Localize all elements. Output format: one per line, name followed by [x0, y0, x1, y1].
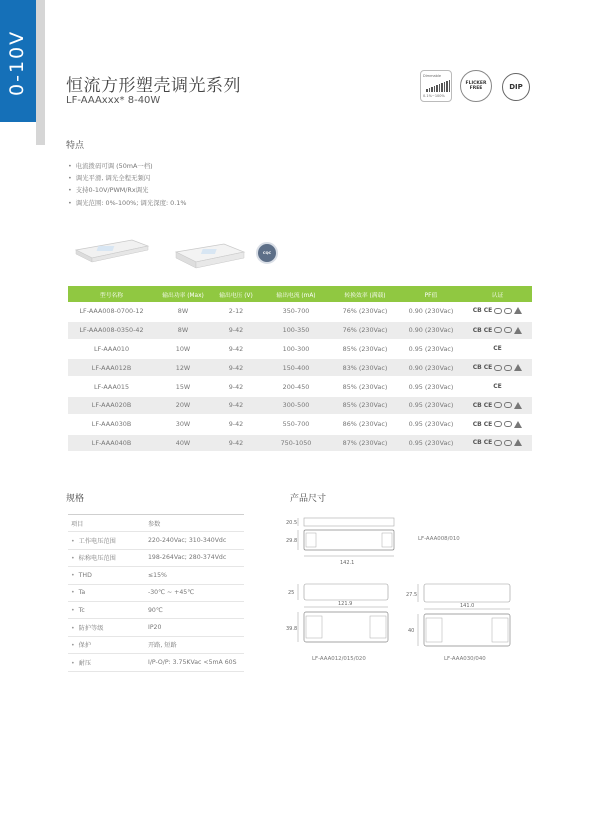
- flicker-free-line1: FLICKER: [465, 81, 487, 86]
- safety-mark-icon: [504, 308, 512, 314]
- cell-current: 100-300: [261, 340, 331, 359]
- cb-cert-icon: CB: [472, 420, 482, 428]
- cell-current: 150-400: [261, 358, 331, 377]
- safety-mark-icon: [504, 327, 512, 333]
- specs-header-value: 参数: [148, 515, 244, 532]
- cell-certs: [463, 434, 532, 453]
- page-subtitle: LF-AAAxxx* 8-40W: [66, 95, 161, 106]
- cell-current: 750-1050: [261, 434, 331, 453]
- cert-icons: [463, 421, 532, 428]
- feature-item: • 支持0-10V/PWM/Rx调光: [68, 184, 186, 196]
- cb-cert-icon: CB: [472, 401, 482, 409]
- cqc-cert-label: CQC: [262, 251, 272, 255]
- cell-power: 30W: [155, 415, 211, 434]
- dimension-caption: LF-AAA008/010: [418, 536, 460, 542]
- flicker-free-line2: FREE: [469, 86, 483, 91]
- cell-power: 8W: [155, 302, 211, 321]
- table-row: [68, 377, 532, 396]
- cell-voltage: 9-42: [211, 434, 261, 453]
- side-strip: [36, 0, 45, 145]
- table-row: [68, 584, 244, 601]
- specs-heading: 规格: [66, 494, 85, 504]
- feature-item: • 电流拨码可调 (50mA一档): [68, 160, 186, 172]
- ce-cert-icon: CE: [493, 383, 502, 391]
- cell-voltage: 9-42: [211, 358, 261, 377]
- table-row: [68, 415, 532, 434]
- dim-height-008: 20.5: [286, 520, 298, 526]
- cell-certs: [463, 415, 532, 434]
- cell-model: LF-AAA012B: [68, 358, 155, 377]
- table-row: [68, 619, 244, 636]
- drawing-012-015-020: [286, 584, 388, 642]
- table-row: [68, 396, 532, 415]
- spec-value: I/P-O/P: 3.75KVac <5mA 60S: [148, 654, 244, 671]
- ce-cert-icon: CE: [483, 420, 493, 428]
- column-header: 输出电压 (V): [211, 286, 261, 302]
- model-table: [68, 286, 532, 453]
- triangle-mark-icon: [514, 307, 522, 314]
- cell-power: 12W: [155, 358, 211, 377]
- dim-depth-030: 40: [408, 628, 415, 634]
- cell-voltage: 9-42: [211, 377, 261, 396]
- dimming-bars-icon: [426, 80, 450, 92]
- cell-model: LF-AAA030B: [68, 415, 155, 434]
- dimension-drawings: [282, 508, 522, 668]
- cell-pf: 0.95 (230Vac): [399, 340, 463, 359]
- cell-model: LF-AAA008-0700-12: [68, 302, 155, 321]
- spec-key: • 工作电压范围: [68, 532, 148, 549]
- column-header: 型号名称: [68, 286, 155, 302]
- cert-icons: [463, 402, 532, 409]
- specs-header-row: [68, 515, 244, 532]
- table-row: [68, 654, 244, 671]
- dim-height-012: 25: [288, 590, 295, 596]
- cell-current: 200-450: [261, 377, 331, 396]
- cert-icons: [463, 307, 532, 314]
- cell-model: LF-AAA015: [68, 377, 155, 396]
- dimension-caption: LF-AAA030/040: [444, 656, 486, 662]
- table-row: [68, 636, 244, 653]
- ce-cert-icon: CE: [483, 307, 493, 315]
- side-tab-label: 0-10V: [6, 29, 28, 96]
- ce-cert-icon: CE: [483, 364, 493, 372]
- cell-certs: [463, 396, 532, 415]
- cb-cert-icon: CB: [472, 364, 482, 372]
- safety-mark-icon: [504, 365, 512, 371]
- spec-key: • Tc: [68, 601, 148, 618]
- specs-table: [68, 514, 244, 672]
- driver-product-image-small: [72, 236, 150, 264]
- cell-current: 350-700: [261, 302, 331, 321]
- cb-cert-icon: CB: [472, 439, 482, 447]
- cell-efficiency: 86% (230Vac): [331, 415, 399, 434]
- cert-icons: [463, 364, 532, 371]
- table-row: [68, 567, 244, 584]
- cell-efficiency: 85% (230Vac): [331, 396, 399, 415]
- ce-cert-icon: CE: [483, 326, 493, 334]
- spec-key: • 耐压: [68, 654, 148, 671]
- cell-voltage: 9-42: [211, 415, 261, 434]
- column-header: 输出功率 (Max): [155, 286, 211, 302]
- cell-certs: [463, 321, 532, 340]
- model-table-body: [68, 302, 532, 452]
- safety-mark-icon: [504, 421, 512, 427]
- cell-voltage: 9-42: [211, 321, 261, 340]
- spec-value: 90℃: [148, 601, 244, 618]
- feature-item: • 调光范围: 0%-100%; 调光深度: 0.1%: [68, 197, 186, 209]
- column-header: 转换效率 (满载): [331, 286, 399, 302]
- triangle-mark-icon: [514, 439, 522, 446]
- table-row: [68, 358, 532, 377]
- cell-certs: [463, 377, 532, 396]
- spec-value: 220-240Vac; 310-340Vdc: [148, 532, 244, 549]
- cert-icons: [463, 345, 532, 352]
- column-header: PF值: [399, 286, 463, 302]
- table-row: [68, 302, 532, 321]
- cell-power: 10W: [155, 340, 211, 359]
- cell-pf: 0.95 (230Vac): [399, 377, 463, 396]
- table-row: [68, 321, 532, 340]
- spec-value: ≤15%: [148, 567, 244, 584]
- driver-product-image-large: [172, 240, 246, 270]
- spec-value: 开路, 短路: [148, 636, 244, 653]
- feature-item: • 调光平滑, 调光全程无频闪: [68, 172, 186, 184]
- cert-icons: [463, 327, 532, 334]
- cell-efficiency: 76% (230Vac): [331, 321, 399, 340]
- column-header: 认证: [463, 286, 532, 302]
- cell-current: 100-350: [261, 321, 331, 340]
- cert-icons: [463, 383, 532, 390]
- spec-key: • THD: [68, 567, 148, 584]
- cell-model: LF-AAA008-0350-42: [68, 321, 155, 340]
- cell-current: 300-500: [261, 396, 331, 415]
- cell-power: 8W: [155, 321, 211, 340]
- dip-badge-wrapper: [500, 70, 532, 102]
- model-table-header: [68, 286, 532, 302]
- dimension-caption: LF-AAA012/015/020: [312, 656, 366, 662]
- dimension-drawings-svg: [282, 508, 522, 668]
- cell-pf: 0.90 (230Vac): [399, 358, 463, 377]
- cell-pf: 0.90 (230Vac): [399, 302, 463, 321]
- dim-width-012: 121.9: [338, 601, 353, 607]
- drawing-030-040: [406, 584, 510, 646]
- cell-efficiency: 85% (230Vac): [331, 377, 399, 396]
- cell-voltage: 9-42: [211, 396, 261, 415]
- cb-cert-icon: CB: [472, 326, 482, 334]
- spec-value: IP20: [148, 619, 244, 636]
- safety-mark-icon: [504, 402, 512, 408]
- cell-model: LF-AAA020B: [68, 396, 155, 415]
- dimmable-badge-icon: [420, 70, 452, 102]
- dim-depth-008: 29.8: [286, 538, 298, 544]
- feature-badges: [420, 70, 532, 102]
- safety-mark-icon: [494, 308, 502, 314]
- spec-value: -30℃ ~ +45℃: [148, 584, 244, 601]
- page-title: 恒流方形塑壳调光系列: [66, 76, 241, 96]
- spec-value: 198-264Vac; 280-374Vdc: [148, 549, 244, 566]
- spec-key: • Ta: [68, 584, 148, 601]
- cell-voltage: 2-12: [211, 302, 261, 321]
- safety-mark-icon: [494, 327, 502, 333]
- spec-key: • 保护: [68, 636, 148, 653]
- features-list: [68, 160, 186, 209]
- ce-cert-icon: CE: [493, 345, 502, 353]
- dimmable-badge-top: Dimmable: [423, 74, 441, 78]
- cell-power: 40W: [155, 434, 211, 453]
- table-row: [68, 532, 244, 549]
- cell-power: 15W: [155, 377, 211, 396]
- drawing-008-010: [286, 518, 394, 566]
- ce-cert-icon: CE: [483, 439, 493, 447]
- dimensions-heading: 产品尺寸: [290, 494, 327, 504]
- spec-key: • 标称电压范围: [68, 549, 148, 566]
- spec-key: • 防护等级: [68, 619, 148, 636]
- cell-efficiency: 76% (230Vac): [331, 302, 399, 321]
- cell-model: LF-AAA040B: [68, 434, 155, 453]
- cell-certs: [463, 302, 532, 321]
- dim-height-030: 27.5: [406, 592, 418, 598]
- ce-cert-icon: CE: [483, 401, 493, 409]
- cell-current: 550-700: [261, 415, 331, 434]
- cell-efficiency: 87% (230Vac): [331, 434, 399, 453]
- table-row: [68, 340, 532, 359]
- cell-voltage: 9-42: [211, 340, 261, 359]
- cell-efficiency: 83% (230Vac): [331, 358, 399, 377]
- specs-header-key: 项目: [68, 515, 148, 532]
- dimmable-badge-bottom: 0.1%~100%: [423, 94, 445, 98]
- column-header: 输出电流 (mA): [261, 286, 331, 302]
- dim-depth-012: 39.8: [286, 626, 298, 632]
- cert-icons: [463, 439, 532, 446]
- safety-mark-icon: [494, 365, 502, 371]
- cell-certs: [463, 358, 532, 377]
- cb-cert-icon: CB: [472, 307, 482, 315]
- cell-pf: 0.90 (230Vac): [399, 321, 463, 340]
- cell-model: LF-AAA010: [68, 340, 155, 359]
- flicker-free-badge-icon: [460, 70, 492, 102]
- cell-efficiency: 85% (230Vac): [331, 340, 399, 359]
- table-row: [68, 601, 244, 618]
- dip-badge-icon: DIP: [502, 73, 530, 101]
- safety-mark-icon: [494, 421, 502, 427]
- cqc-cert-icon: [256, 242, 278, 264]
- safety-mark-icon: [494, 440, 502, 446]
- cell-pf: 0.95 (230Vac): [399, 434, 463, 453]
- side-tab: [0, 0, 36, 122]
- cell-pf: 0.95 (230Vac): [399, 415, 463, 434]
- table-row: [68, 434, 532, 453]
- safety-mark-icon: [494, 402, 502, 408]
- dim-width-008: 142.1: [340, 560, 355, 566]
- dim-width-030: 141.0: [460, 603, 475, 609]
- safety-mark-icon: [504, 440, 512, 446]
- features-heading: 特点: [66, 141, 85, 151]
- triangle-mark-icon: [514, 421, 522, 428]
- cell-certs: [463, 340, 532, 359]
- cell-power: 20W: [155, 396, 211, 415]
- triangle-mark-icon: [514, 364, 522, 371]
- table-row: [68, 549, 244, 566]
- triangle-mark-icon: [514, 402, 522, 409]
- triangle-mark-icon: [514, 327, 522, 334]
- cell-pf: 0.95 (230Vac): [399, 396, 463, 415]
